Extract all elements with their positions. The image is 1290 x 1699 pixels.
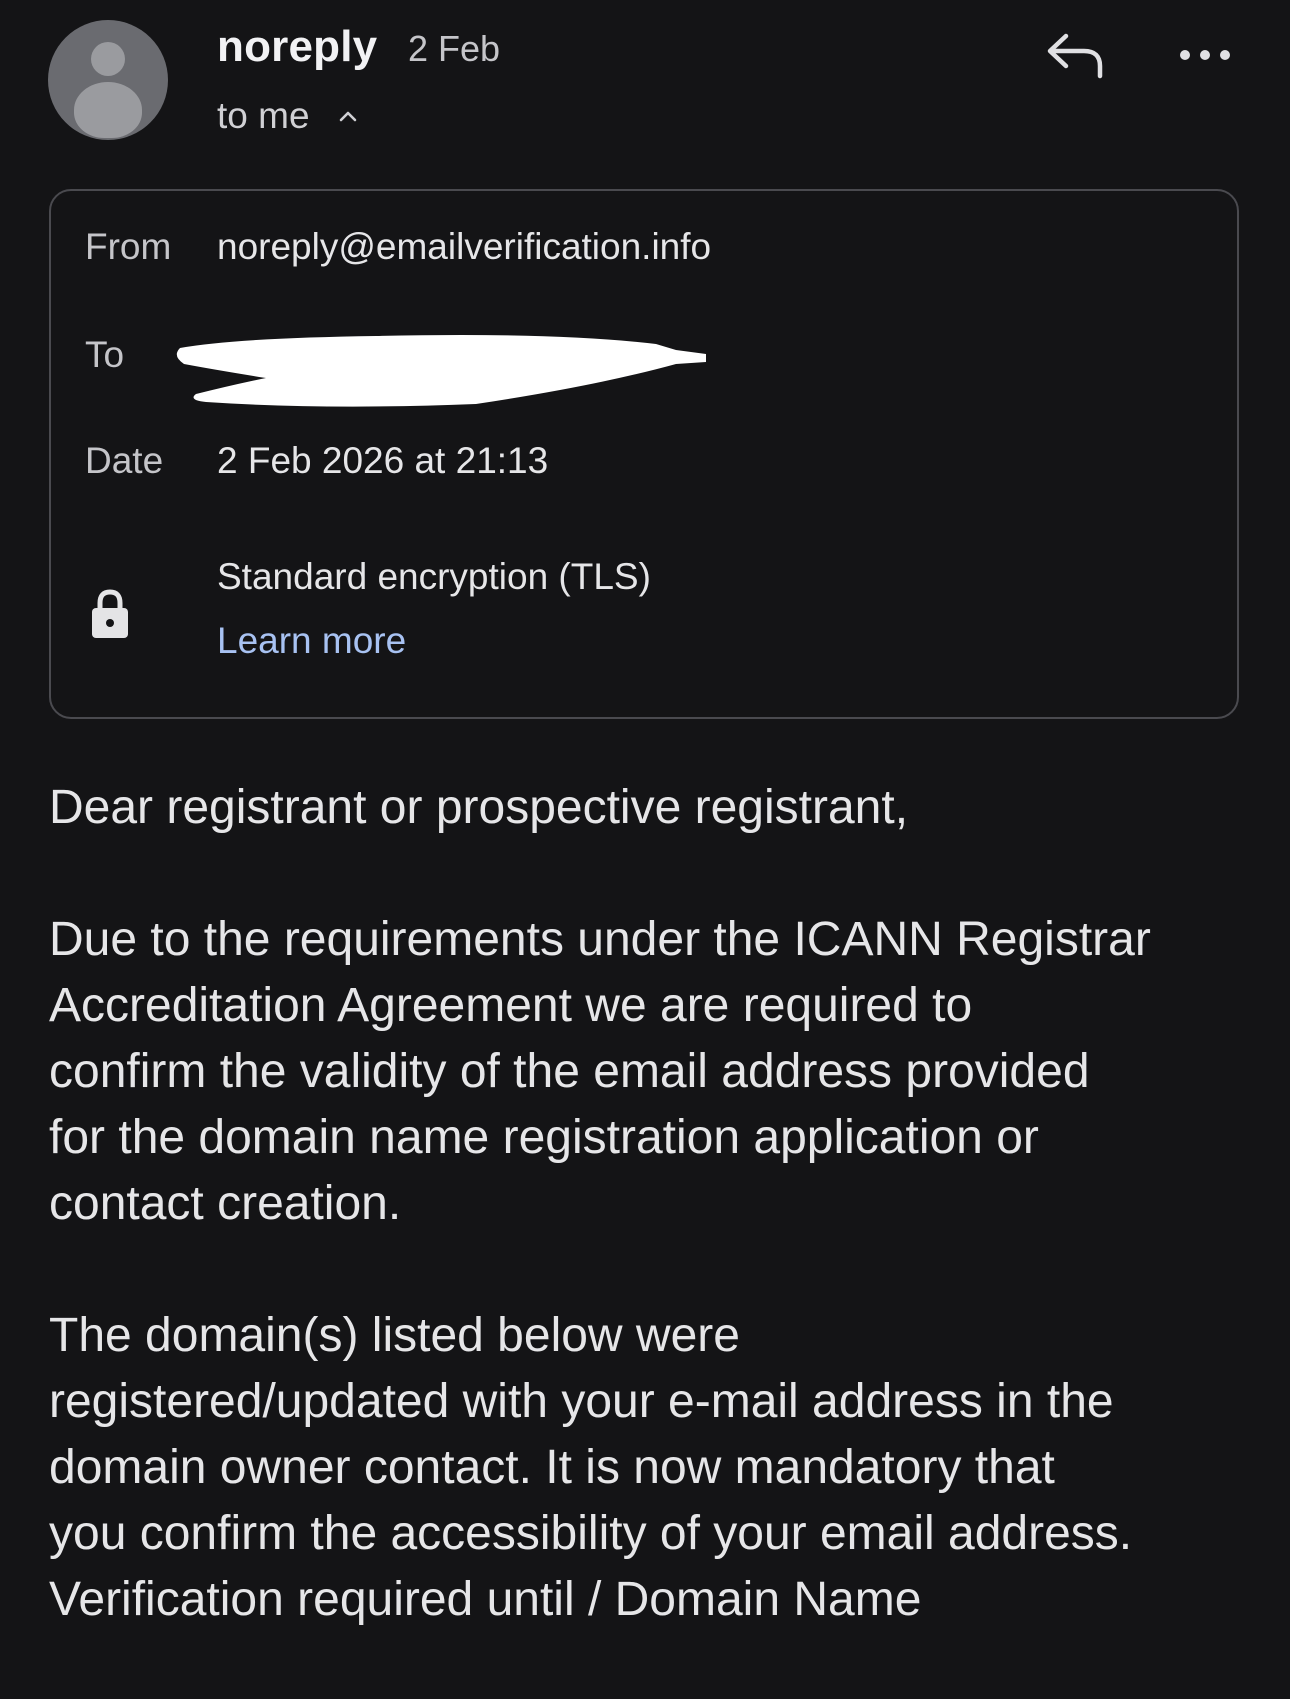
to-label: To bbox=[85, 334, 125, 375]
body-paragraph: The domain(s) listed below were registered/updated with your e-mail address in the domain owner contact. It is now mandatory that you confirm the accessibility of your email address. Verification required until / Domain Name bbox=[49, 1309, 1133, 1626]
sender-name[interactable]: noreply bbox=[217, 22, 378, 71]
encryption-status: Standard encryption (TLS) bbox=[217, 556, 651, 597]
from-label: From bbox=[85, 226, 172, 267]
recipient-label: to me bbox=[217, 95, 310, 136]
body-paragraph: Due to the requirements under the ICANN Registrar Accreditation Agreement we are required to confirm the validity of the email address provided for the domain name registration application or contact creation. bbox=[49, 913, 1151, 1230]
lock-icon bbox=[90, 588, 130, 640]
avatar-icon[interactable] bbox=[48, 20, 168, 140]
message-header bbox=[0, 0, 1290, 160]
message-date: 2 Feb bbox=[408, 28, 501, 69]
date-value: 2 Feb 2026 at 21:13 bbox=[217, 440, 549, 481]
date-label: Date bbox=[85, 440, 164, 481]
chevron-up-icon bbox=[336, 104, 360, 128]
avatar-body bbox=[74, 82, 142, 138]
reply-icon[interactable] bbox=[1044, 30, 1106, 80]
email-body bbox=[49, 775, 1249, 1699]
from-address[interactable]: noreply@emailverification.info bbox=[217, 226, 712, 267]
more-icon[interactable] bbox=[1178, 38, 1232, 72]
greeting-text: Dear registrant or prospective registrant, bbox=[49, 781, 909, 834]
recipient-toggle[interactable] bbox=[217, 95, 360, 137]
avatar-head bbox=[91, 42, 125, 76]
redacted-recipient bbox=[176, 330, 706, 410]
learn-more-link[interactable]: Learn more bbox=[217, 620, 407, 661]
